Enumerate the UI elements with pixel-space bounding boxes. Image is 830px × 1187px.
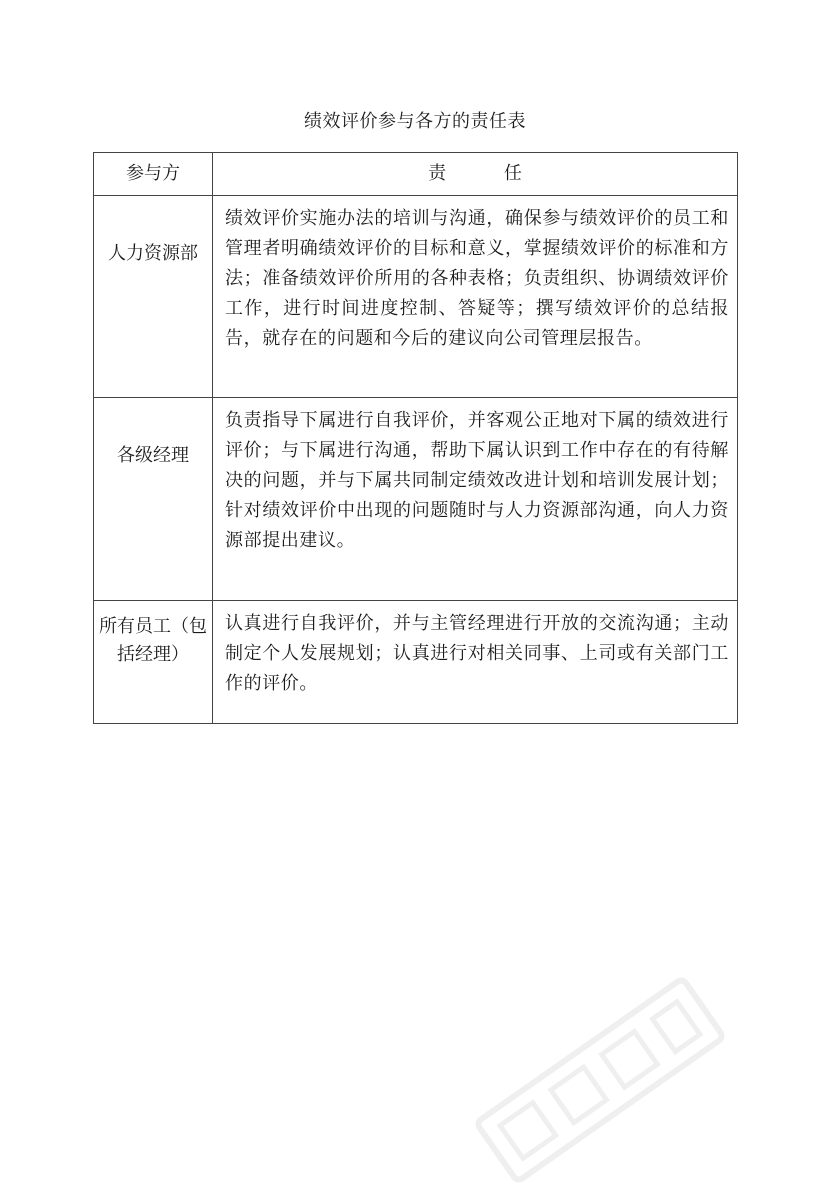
party-cell: 人力资源部 xyxy=(94,196,213,398)
table-row xyxy=(94,601,738,724)
party-cell: 各级经理 xyxy=(94,398,213,601)
header-responsibility: 责 任 xyxy=(213,153,738,196)
duty-cell: 认真进行自我评价，并与主管经理进行开放的交流沟通；主动制定个人发展规划；认真进行对相关同事、上司或有关部门工作的评价。 xyxy=(213,601,738,724)
page-title: 绩效评价参与各方的责任表 xyxy=(304,111,526,132)
table-row xyxy=(94,398,738,601)
duty-cell: 负责指导下属进行自我评价，并客观公正地对下属的绩效进行评价；与下属进行沟通，帮助下属认识到工作中存在的有待解决的问题，并与下属共同制定绩效改进计划和培训发展计划；针对绩效评价中出现的问题随时与人力资源部沟通，向人力资源部提出建议。 xyxy=(213,398,738,601)
duty-cell: 绩效评价实施办法的培训与沟通，确保参与绩效评价的员工和管理者明确绩效评价的目标和意义，掌握绩效评价的标准和方法；准备绩效评价所用的各种表格；负责组织、协调绩效评价工作，进行时间进度控制、答疑等；撰写绩效评价的总结报告，就存在的问题和今后的建议向公司管理层报告。 xyxy=(213,196,738,398)
party-cell: 所有员工（包括经理） xyxy=(94,601,213,724)
table-row xyxy=(94,196,738,398)
watermark-stamp xyxy=(471,973,730,1187)
table-header-row xyxy=(94,153,738,196)
header-party: 参与方 xyxy=(94,153,213,196)
responsibility-table xyxy=(93,152,738,724)
